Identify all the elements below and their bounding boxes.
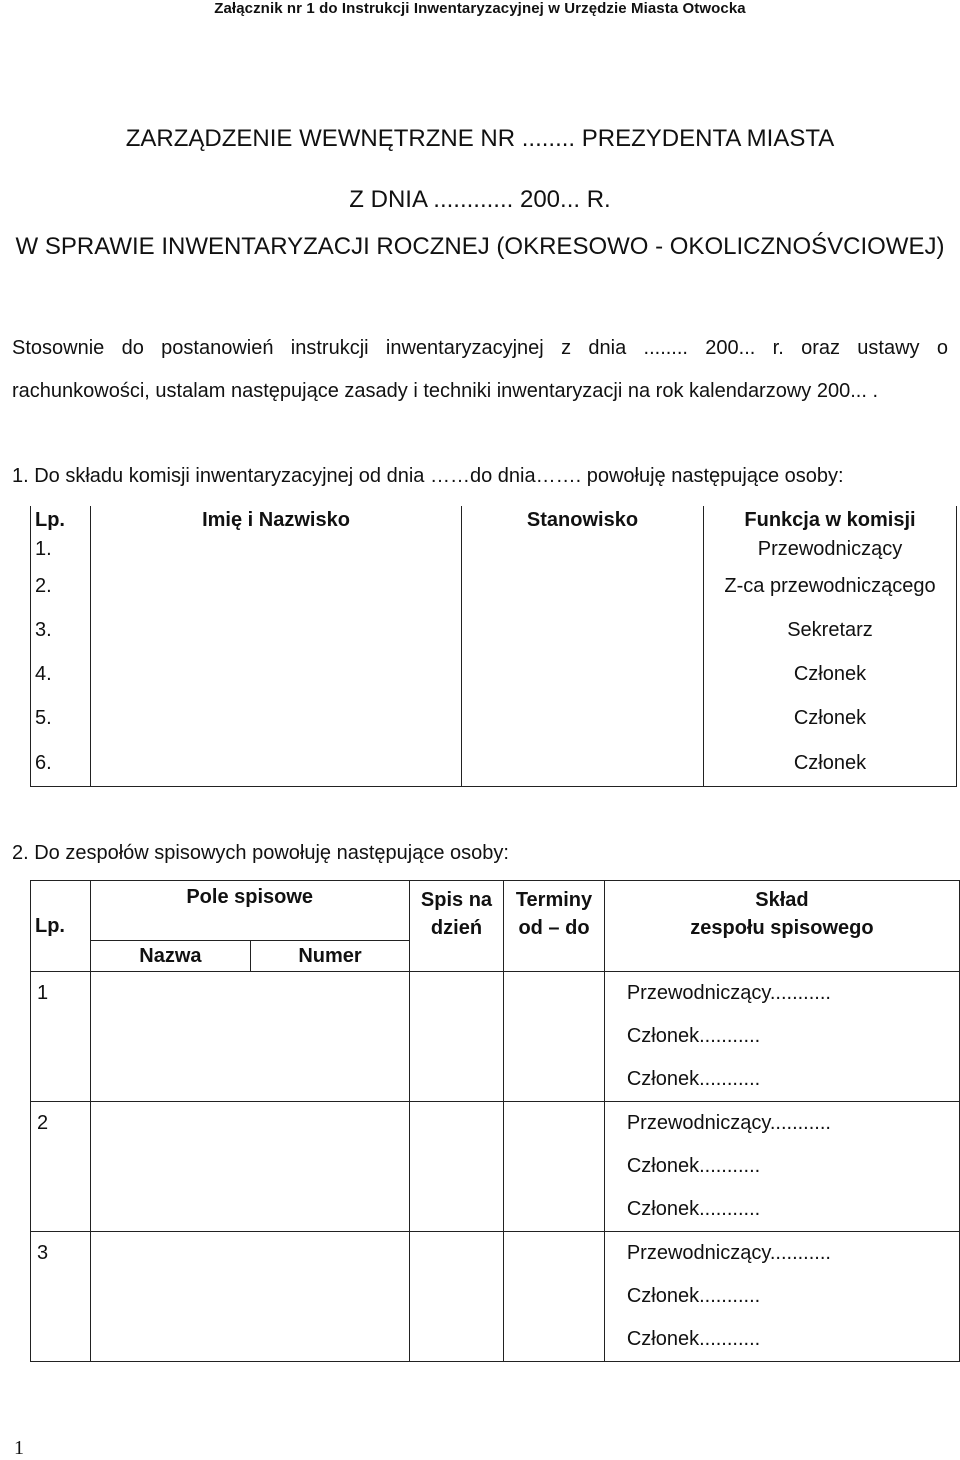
col-lp: Lp. — [31, 881, 91, 972]
commission-table — [30, 506, 957, 787]
table-row: 4. Członek — [31, 652, 957, 696]
table-row: 2 Przewodniczący........... Członek........... Członek........... — [31, 1102, 960, 1232]
section2-heading: 2. Do zespołów spisowych powołuję następujące osoby: — [12, 842, 509, 864]
col-function: Funkcja w komisji — [704, 506, 957, 534]
col-position: Stanowisko — [462, 506, 704, 534]
title-line-2: Z DNIA ............ 200... R. — [349, 186, 611, 213]
table-row: 3 Przewodniczący........... Członek........... Członek........... — [31, 1232, 960, 1362]
col-field-name: Nazwa — [90, 941, 251, 972]
intro-line-1: Stosownie do postanowień instrukcji inwentaryzacyjnej z dnia ........ 200... r. oraz ustawy o — [12, 337, 948, 359]
table-row: 1. Przewodniczący — [31, 534, 957, 564]
table-row: 5. Członek — [31, 696, 957, 740]
table-row: 2. Z-ca przewodniczącego — [31, 564, 957, 608]
col-field: Pole spisowe — [90, 881, 409, 941]
col-lp: Lp. — [31, 506, 91, 534]
table-row: 6. Członek — [31, 740, 957, 787]
col-team: Skład zespołu spisowego — [604, 881, 959, 972]
col-field-number: Numer — [251, 941, 410, 972]
section1-heading: 1. Do składu komisji inwentaryzacyjnej od dnia ……do dnia……. powołuję następujące osoby: — [12, 465, 844, 487]
table-row: 1 Przewodniczący........... Członek........... Członek........... — [31, 972, 960, 1102]
intro-line-2: rachunkowości, ustalam następujące zasady i techniki inwentaryzacji na rok kalendarzowy 200... . — [12, 380, 878, 402]
col-inventory-date: Spis na dzień — [409, 881, 503, 972]
attachment-note: Załącznik nr 1 do Instrukcji Inwentaryzacyjnej w Urzędzie Miasta Otwocka — [214, 0, 746, 17]
title-line-1: ZARZĄDZENIE WEWNĘTRZNE NR ........ PREZYDENTA MIASTA — [125, 125, 835, 152]
col-terms: Terminy od – do — [504, 881, 605, 972]
inventory-teams-table — [30, 880, 960, 1362]
col-name: Imię i Nazwisko — [91, 506, 462, 534]
title-line-3: W SPRAWIE INWENTARYZACJI ROCZNEJ (OKRESOWO - OKOLICZNOŚVCIOWEJ) — [15, 233, 945, 260]
page-number: 1 — [14, 1437, 24, 1459]
table-row: 3. Sekretarz — [31, 608, 957, 652]
